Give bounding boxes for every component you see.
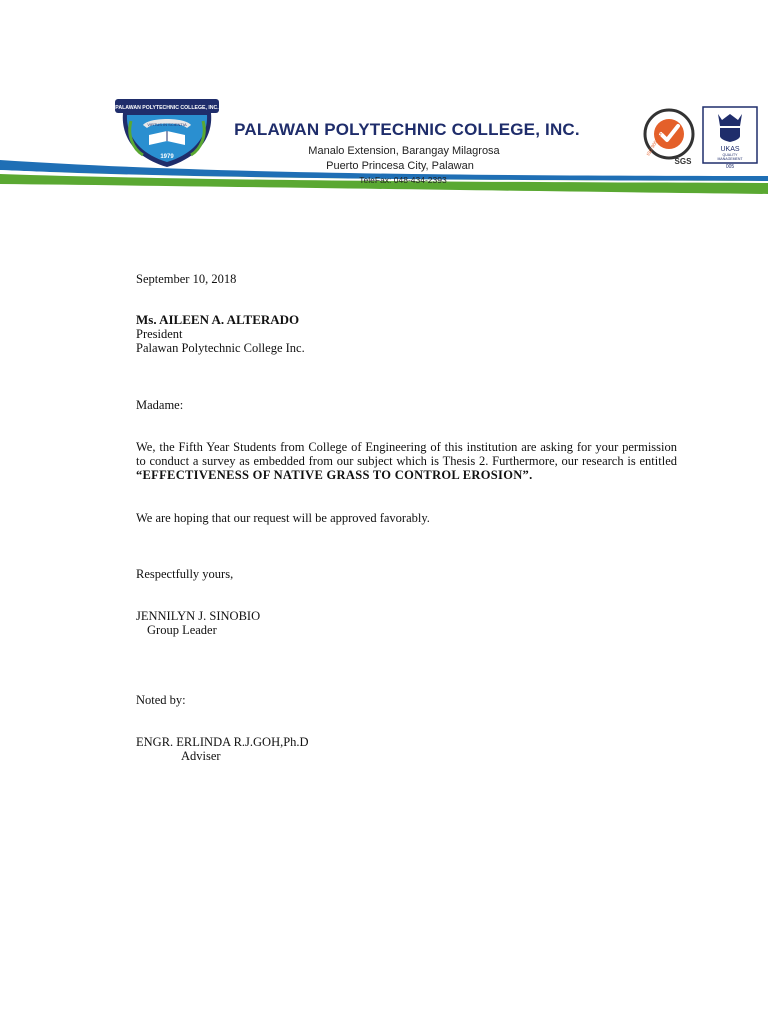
letterhead — [0, 0, 768, 200]
college-name: PALAWAN POLYTECHNIC COLLEGE, INC. — [234, 120, 580, 139]
signer-block — [136, 609, 677, 637]
seal-year: 1979 — [160, 154, 174, 160]
signer-name: JENNILYN J. SINOBIO — [136, 609, 261, 623]
seal-ring-text: PALAWAN POLYTECHNIC COLLEGE, INC. — [115, 105, 219, 111]
ukas-code: 005 — [725, 164, 735, 170]
sgs-label: SGS — [674, 157, 692, 166]
signer-role: Group Leader — [147, 623, 217, 637]
adviser-role: Adviser — [181, 749, 221, 763]
recipient-org: Palawan Polytechnic College Inc. — [136, 341, 305, 355]
body-paragraph — [136, 440, 677, 482]
ukas-sub1: QUALITY — [722, 153, 738, 157]
recipient-title: President — [136, 327, 183, 341]
research-title: “EFFECTIVENESS OF NATIVE GRASS TO CONTROL EROSION”. — [136, 468, 533, 482]
ukas-label: UKAS — [720, 146, 740, 153]
adviser-name: ENGR. ERLINDA R.J.GOH,Ph.D — [136, 735, 309, 749]
closing: Respectfully yours, — [136, 567, 234, 581]
salutation: Madame: — [136, 398, 184, 412]
college-address-line2: Puerto Princesa City, Palawan — [326, 160, 474, 172]
recipient-name: Ms. AILEEN A. ALTERADO — [136, 312, 300, 327]
body-text: We, the Fifth Year Students from College of Engineering of this institution are asking for your permission to conduct a survey as embedded from our subject which is Thesis 2. Furthermore, our research is entitled — [136, 440, 677, 468]
noted-by: Noted by: — [136, 693, 186, 707]
college-telefax: TeleFax: 048-434-2393 — [359, 175, 447, 185]
addressee-block — [136, 313, 677, 355]
sgs-iso-logo — [643, 104, 695, 168]
hope-paragraph: We are hoping that our request will be approved favorably. — [136, 511, 430, 525]
adviser-block — [136, 735, 677, 763]
sgs-ring-text: ISO 9001:2008 — [645, 127, 666, 157]
letter-date: September 10, 2018 — [136, 272, 237, 286]
seal-banner: VIRTUS IN SCIENTIA — [147, 122, 187, 127]
ukas-sub2: MANAGEMENT — [717, 157, 743, 161]
ukas-logo — [702, 106, 758, 170]
college-address-line1: Manalo Extension, Barangay Milagrosa — [308, 145, 500, 157]
